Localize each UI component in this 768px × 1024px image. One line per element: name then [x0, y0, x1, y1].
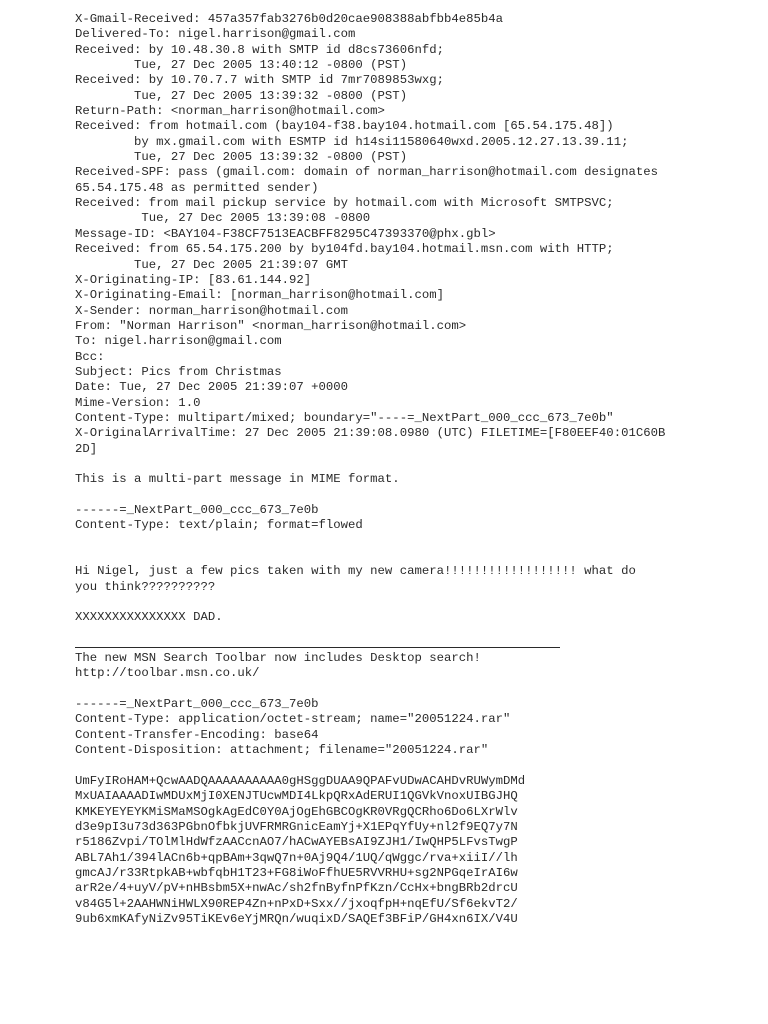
base64-line: v84G5l+2AAHWNiHWLX90REP4Zn+nPxD+Sxx//jxoqfpH+nqEfU/Sf6ekvT2/ — [75, 896, 518, 911]
header-line: Tue, 27 Dec 2005 13:39:32 -0800 (PST) — [75, 150, 408, 165]
footer-line: The new MSN Search Toolbar now includes Desktop search! — [75, 651, 481, 666]
header-block — [75, 12, 755, 457]
blank-line — [75, 595, 755, 610]
header-line: Tue, 27 Dec 2005 21:39:07 GMT — [75, 257, 349, 272]
header-line: To: nigel.harrison@gmail.com — [75, 334, 282, 349]
header-line: Tue, 27 Dec 2005 13:39:32 -0800 (PST) — [75, 88, 408, 103]
footer-divider — [75, 647, 560, 648]
header-line: by mx.gmail.com with ESMTP id h14si11580640wxd.2005.12.27.13.39.11; — [75, 134, 629, 149]
blank-line — [75, 759, 755, 774]
header-line: Received: by 10.48.30.8 with SMTP id d8cs73606nfd; — [75, 42, 444, 57]
blank-line — [75, 549, 755, 564]
header-line: X-Originating-IP: [83.61.144.92] — [75, 272, 312, 287]
header-line: X-Originating-Email: [norman_harrison@hotmail.com] — [75, 288, 444, 303]
base64-line: ABL7Ah1/394lACn6b+qpBAm+3qwQ7n+0Aj9Q4/1UQ/qWggc/rva+xiiI//lh — [75, 850, 518, 865]
base64-line: gmcAJ/r33RtpkAB+wbfqbH1T23+FG8iWoFfhUE5RVVRHU+sg2NPGqeIrAI6w — [75, 865, 518, 880]
header-line: From: "Norman Harrison" <norman_harrison@hotmail.com> — [75, 318, 467, 333]
blank-line — [75, 457, 755, 472]
header-line: X-Sender: norman_harrison@hotmail.com — [75, 303, 349, 318]
attachment-base64-data — [75, 774, 755, 927]
message-line: Hi Nigel, just a few pics taken with my new camera!!!!!!!!!!!!!!!!!! what do — [75, 564, 636, 579]
header-line: 65.54.175.48 as permitted sender) — [75, 180, 319, 195]
message-body — [75, 564, 755, 595]
header-line: Delivered-To: nigel.harrison@gmail.com — [75, 27, 356, 42]
header-line: X-OriginalArrivalTime: 27 Dec 2005 21:39:08.0980 (UTC) FILETIME=[F80EEF40:01C60B — [75, 426, 666, 441]
base64-line: arR2e/4+uyV/pV+nHBsbm5X+nwAc/sh2fnByfnPfKzn/CcHx+bngBRb2drcU — [75, 881, 518, 896]
mime-preamble: This is a multi-part message in MIME format. — [75, 472, 400, 487]
part-header-line: Content-Type: text/plain; format=flowed — [75, 518, 363, 533]
base64-line: MxUAIAAAADIwMDUxMjI0XENJTUcwMDI4LkpQRxAdERUI1QGVkVnoxUIBGJHQ — [75, 789, 518, 804]
header-line: Content-Type: multipart/mixed; boundary="----=_NextPart_000_ccc_673_7e0b" — [75, 410, 614, 425]
header-line: Tue, 27 Dec 2005 13:40:12 -0800 (PST) — [75, 58, 408, 73]
header-line: Tue, 27 Dec 2005 13:39:08 -0800 — [75, 211, 371, 226]
blank-line — [75, 682, 755, 697]
header-line: Received: from hotmail.com (bay104-f38.bay104.hotmail.com [65.54.175.48]) — [75, 119, 614, 134]
base64-line: 9ub6xmKAfyNiZv95TiKEv6eYjMRQn/wuqixD/SAQEf3BFiP/GH4xn6IX/V4U — [75, 911, 518, 926]
mime-boundary: ------=_NextPart_000_ccc_673_7e0b — [75, 697, 319, 712]
base64-line: r5186Zvpi/TOlMlHdWfzAACcnAO7/hACwAYEBsAI9ZJH1/IwQHP5LFvsTwgP — [75, 835, 518, 850]
header-line: Message-ID: <BAY104-F38CF7513EACBFF8295C47393370@phx.gbl> — [75, 226, 496, 241]
base64-line: KMKEYEYEYKMiSMaMSOgkAgEdC0Y0AjOgEhGBCOgKR0VRgQCRho6Do6LXrWlv — [75, 804, 518, 819]
header-line: Subject: Pics from Christmas — [75, 364, 282, 379]
header-line: 2D] — [75, 441, 98, 456]
header-line: Received: from 65.54.175.200 by by104fd.bay104.hotmail.msn.com with HTTP; — [75, 242, 614, 257]
header-line: Mime-Version: 1.0 — [75, 395, 201, 410]
header-line: X-Gmail-Received: 457a357fab3276b0d20cae908388abfbb4e85b4a — [75, 12, 504, 26]
footer-link[interactable]: http://toolbar.msn.co.uk/ — [75, 666, 260, 681]
part1-header-block — [75, 503, 755, 534]
part-header-line: Content-Transfer-Encoding: base64 — [75, 727, 319, 742]
part2-header-block — [75, 697, 755, 758]
part-header-line: Content-Disposition: attachment; filename="20051224.rar" — [75, 743, 489, 758]
email-source-document — [75, 12, 755, 927]
header-line: Date: Tue, 27 Dec 2005 21:39:07 +0000 — [75, 380, 349, 395]
message-signoff: XXXXXXXXXXXXXXX DAD. — [75, 610, 223, 625]
base64-line: UmFyIRoHAM+QcwAADQAAAAAAAAAA0gHSggDUAA9QPAFvUDwACAHDvRUWymDMd — [75, 773, 526, 788]
blank-line — [75, 488, 755, 503]
header-line: Received: by 10.70.7.7 with SMTP id 7mr7089853wxg; — [75, 73, 444, 88]
header-line: Received-SPF: pass (gmail.com: domain of norman_harrison@hotmail.com designates — [75, 165, 658, 180]
header-line: Return-Path: <norman_harrison@hotmail.com> — [75, 104, 385, 119]
base64-line: d3e9pI3u73d363PGbnOfbkjUVFRMRGnicEamYj+X1EPqYfUy+nl2f9EQ7y7N — [75, 819, 518, 834]
header-line: Bcc: — [75, 349, 105, 364]
header-line: Received: from mail pickup service by hotmail.com with Microsoft SMTPSVC; — [75, 196, 614, 211]
part-header-line: Content-Type: application/octet-stream; name="20051224.rar" — [75, 712, 511, 727]
blank-line — [75, 534, 755, 549]
msn-footer — [75, 651, 755, 682]
blank-line — [75, 626, 755, 641]
message-line: you think?????????? — [75, 579, 216, 594]
mime-boundary: ------=_NextPart_000_ccc_673_7e0b — [75, 503, 319, 517]
